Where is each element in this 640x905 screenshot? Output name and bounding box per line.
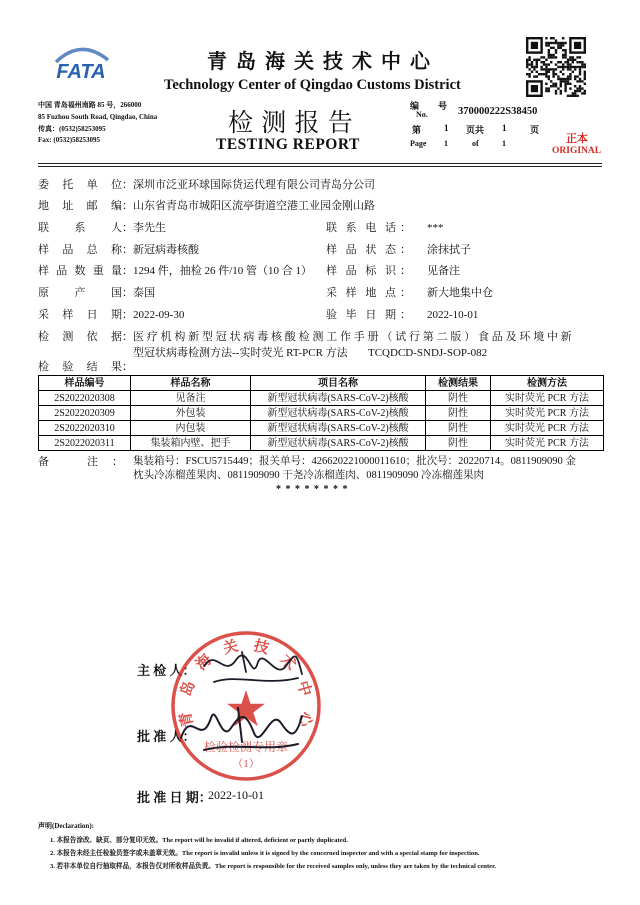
original-badge-cn: 正本: [566, 133, 588, 145]
remarks-line-1: 集装箱号：FSCU5715449；报关单号：426620221000011610；批次号：20220714。0811909090 金: [133, 456, 576, 467]
inspector-label-text: 主 检 人: [137, 663, 183, 678]
stamp-number: （1）: [232, 758, 260, 770]
colon: ：: [400, 265, 411, 277]
org-name-en: Technology Center of Qingdao Customs District: [164, 77, 461, 93]
declaration-item-1: 1. 本报告涂改、缺页、部分复印无效。The report will be invalid if altered, deficient or partly duplicated.: [50, 837, 348, 844]
cell-item-name: 新型冠状病毒(SARS-CoV-2)核酸: [251, 391, 426, 406]
sampling-date-label: 采 样 日 期: [38, 309, 122, 321]
report-number: 370000222S38450: [458, 106, 538, 117]
sample-quantity-value: 1294 件，抽检 26 件/10 管（10 合 1）: [133, 265, 313, 277]
sample-mark-value: 见备注: [427, 265, 460, 277]
sample-state-value: 涂抹拭子: [427, 244, 471, 256]
page-cn-mid: 页共: [466, 125, 485, 135]
report-no-label-en: No.: [416, 110, 428, 119]
cell-item-name: 新型冠状病毒(SARS-CoV-2)核酸: [251, 406, 426, 421]
fax-line-en: Fax: (0532)58253095: [38, 136, 101, 144]
colon: ：: [400, 244, 411, 256]
page-number-en: 1: [444, 139, 448, 148]
results-label: 检 验 结 果: [38, 361, 122, 373]
cell-result: 阴性: [426, 406, 491, 421]
declaration-item-2: 2. 本报告未经主任检验员签字或未盖章无效。The report is invalid unless it is signed by the concerned inspector and with a special stamp for inspection.: [50, 850, 480, 857]
approver-signature: [176, 698, 308, 763]
cell-item-name: 新型冠状病毒(SARS-CoV-2)核酸: [251, 421, 426, 436]
cell-sample-no: 2S2022020310: [39, 421, 131, 436]
colon: ：: [122, 331, 133, 343]
sampling-place-label: 采 样 地 点: [326, 287, 396, 299]
cell-sample-no: 2S2022020308: [39, 391, 131, 406]
remarks-label: 备 注: [38, 456, 98, 468]
basis-label: 检 测 依 据: [38, 331, 122, 343]
address-label: 地 址 邮 编: [38, 200, 122, 212]
completion-date-label: 验 毕 日 期: [326, 309, 396, 321]
report-title-cn: 检 测 报 告: [228, 110, 354, 137]
approver-label-text: 批 准 人: [137, 729, 183, 744]
header-item-name: 项目名称: [251, 376, 426, 391]
contact-label: 联 系 人: [38, 222, 122, 234]
table-row: [39, 391, 604, 406]
colon: ：: [198, 790, 212, 805]
remarks-line-2: 枕头冷冻榴莲果肉、0811909090 干尧冷冻榴莲肉、0811909090 冷冻榴莲果肉: [133, 470, 484, 481]
stamp-arc-text: 青岛海关技术中心: [178, 638, 314, 729]
report-title-en: TESTING REPORT: [216, 136, 360, 153]
contact-value: 李先生: [133, 222, 166, 234]
results-table: [38, 375, 604, 451]
sample-quantity-label: 样 品 数 重 量: [38, 265, 122, 277]
origin-value: 泰国: [133, 287, 155, 299]
page-total-en: 1: [502, 139, 506, 148]
fax-line-cn: 传真：(0532)58253095: [38, 125, 106, 133]
cell-sample-name: 外包装: [131, 406, 251, 421]
colon: ：: [400, 222, 411, 234]
header-sample-name: 样品名称: [131, 376, 251, 391]
colon: ：: [122, 265, 133, 277]
end-marker: * * * * * * * *: [276, 484, 349, 495]
colon: ：: [122, 309, 133, 321]
sample-name-label: 样 品 总 称: [38, 244, 122, 256]
phone-label: 联 系 电 话: [326, 222, 396, 234]
page-cn-prefix: 第: [412, 125, 422, 135]
page-cn-suffix: 页: [530, 125, 540, 135]
client-label: 委 托 单 位: [38, 179, 122, 191]
table-row: [39, 406, 604, 421]
approval-date-value: 2022-10-01: [208, 788, 264, 802]
original-badge-en: ORIGINAL: [552, 146, 602, 156]
colon: ：: [122, 179, 133, 191]
completion-date-value: 2022-10-01: [427, 309, 479, 321]
colon: ：: [400, 287, 411, 299]
cell-item-name: 新型冠状病毒(SARS-CoV-2)核酸: [251, 436, 426, 451]
fata-logo: [48, 40, 114, 91]
header-sample-no: 样品编号: [39, 376, 131, 391]
address-line-en: 85 Fuzhou South Road, Qingdao, China: [38, 113, 158, 121]
sample-mark-label: 样 品 标 识: [326, 265, 396, 277]
cell-sample-no: 2S2022020309: [39, 406, 131, 421]
header-rule-top: [38, 163, 602, 164]
colon: ：: [122, 222, 133, 234]
colon: ：: [400, 309, 411, 321]
sample-state-label: 样 品 状 态: [326, 244, 396, 256]
colon: ：: [182, 729, 196, 744]
basis-line-2: 型冠状病毒检测方法--实时荧光 RT-PCR 方法: [133, 347, 348, 359]
approval-date-label: [137, 787, 212, 806]
page-number-cn: 1: [444, 123, 449, 133]
cell-result: 阴性: [426, 436, 491, 451]
header-method: 检测方法: [491, 376, 604, 391]
header-rule-bottom: [38, 166, 602, 167]
client-value: 深圳市泛亚环球国际货运代理有限公司青岛分公司: [133, 179, 375, 191]
approval-date-label-text: 批 准 日 期: [137, 790, 199, 805]
inspector-signature: [196, 644, 308, 701]
sample-name-value: 新冠病毒核酸: [133, 244, 199, 256]
report-no-label-1: 编: [410, 101, 420, 111]
cell-result: 阴性: [426, 391, 491, 406]
cell-method: 实时荧光 PCR 方法: [491, 391, 604, 406]
logo-text: FATA: [56, 61, 106, 83]
basis-line-1: 医疗机构新型冠状病毒核酸检测工作手册（试行第二版）食品及环境中新: [133, 331, 575, 343]
page-en-prefix: Page: [410, 139, 427, 148]
report-no-label-2: 号: [438, 101, 448, 111]
address-value: 山东省青岛市城阳区流亭街道空港工业园金刚山路: [133, 200, 375, 212]
header-result: 检测结果: [426, 376, 491, 391]
colon: ：: [182, 663, 196, 678]
basis-code: TCQDCD-SNDJ-SOP-082: [368, 347, 488, 359]
cell-method: 实时荧光 PCR 方法: [491, 421, 604, 436]
stamp-center-text: 检验检测专用章: [203, 740, 289, 754]
qr-code: [526, 37, 586, 102]
colon: ：: [122, 361, 133, 373]
address-line-cn: 中国 青岛福州南路 85 号，266000: [38, 101, 142, 109]
table-header-row: [39, 376, 604, 391]
colon: ：: [122, 200, 133, 212]
cell-sample-name: 内包装: [131, 421, 251, 436]
sampling-date-value: 2022-09-30: [133, 309, 185, 321]
colon: ：: [122, 244, 133, 256]
sampling-place-value: 新大地集中仓: [427, 287, 493, 299]
org-name-cn: 青 岛 海 关 技 术 中 心: [207, 51, 432, 73]
page-en-mid: of: [472, 139, 479, 148]
page-total-cn: 1: [502, 123, 507, 133]
declaration-item-3: 3. 若非本单位自行抽取样品，本报告仅对所收样品负责。The report is responsible for the received samples only, unless they are taken by the technical center.: [50, 863, 497, 870]
table-row: [39, 421, 604, 436]
cell-sample-name: 集装箱内壁、把手: [131, 436, 251, 451]
fata-logo-mark: [48, 40, 114, 86]
cell-method: 实时荧光 PCR 方法: [491, 406, 604, 421]
cell-sample-name: 见备注: [131, 391, 251, 406]
cell-result: 阴性: [426, 421, 491, 436]
colon: ：: [122, 287, 133, 299]
cell-sample-no: 2S2022020311: [39, 436, 131, 451]
table-row: [39, 436, 604, 451]
phone-value: ***: [427, 222, 444, 234]
cell-method: 实时荧光 PCR 方法: [491, 436, 604, 451]
declaration-title: 声明(Declaration):: [38, 822, 94, 830]
origin-label: 原 产 国: [38, 287, 122, 299]
colon: ：: [112, 456, 123, 468]
